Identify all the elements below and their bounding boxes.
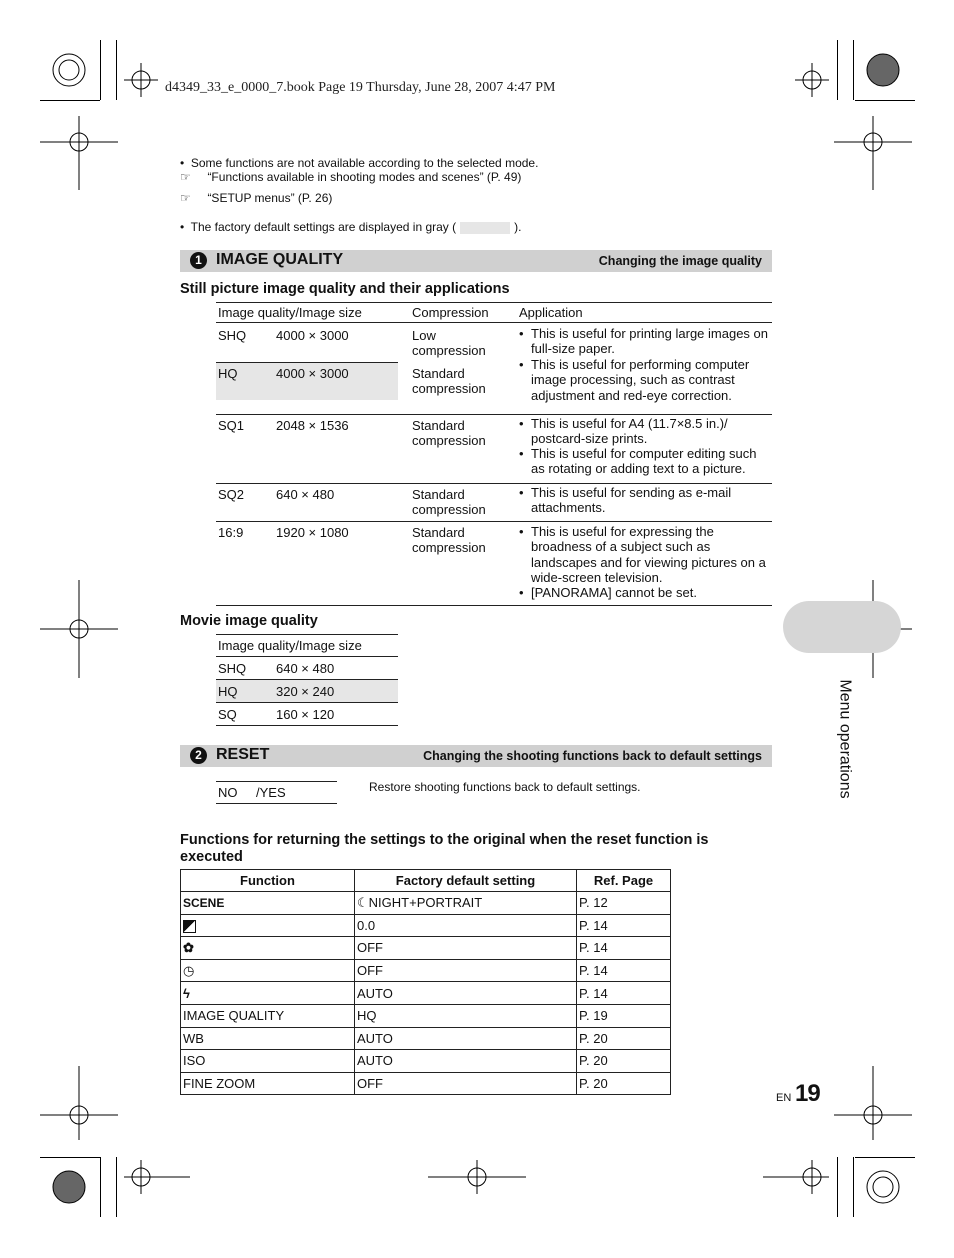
ref-cell: P. 19 xyxy=(577,1004,671,1027)
print-header: d4349_33_e_0000_7.book Page 19 Thursday, June 28, 2007 4:47 PM xyxy=(165,80,556,95)
functions-table xyxy=(180,869,671,1095)
header-ref: Ref. Page xyxy=(577,870,671,892)
table-row xyxy=(181,1027,671,1050)
section-subtitle: Changing the image quality xyxy=(598,254,762,268)
function-cell: FINE ZOOM xyxy=(181,1072,355,1095)
note-text: ). xyxy=(514,220,522,234)
self-timer-icon: ◷ xyxy=(183,962,195,978)
note-text: “Functions available in shooting modes and scenes” (P. 49) xyxy=(207,170,522,184)
default-cell: OFF xyxy=(355,959,577,982)
note-line: • The factory default settings are displayed in gray ( ). xyxy=(180,220,522,234)
size-cell: 2048 × 1536 xyxy=(276,418,349,433)
compression-cell: Low compression xyxy=(412,328,486,358)
note-text: The factory default settings are displayed in gray ( xyxy=(190,220,457,234)
ref-cell: P. 12 xyxy=(577,892,671,915)
compression-cell: Standard compression xyxy=(412,418,486,448)
function-cell: ISO xyxy=(181,1050,355,1073)
section-bar-image-quality xyxy=(180,250,772,272)
size-cell: 640 × 480 xyxy=(276,487,335,502)
functions-heading: Functions for returning the settings to the original when the reset function is executed xyxy=(180,832,709,865)
night-portrait-icon: ☾ xyxy=(357,894,369,910)
header-compression: Compression xyxy=(412,305,489,320)
table-row xyxy=(181,914,671,937)
reference-hand-icon: ☞ xyxy=(180,191,191,205)
ref-cell: P. 14 xyxy=(577,914,671,937)
size-cell: 640 × 480 xyxy=(276,661,335,676)
default-cell: NIGHT+PORTRAIT xyxy=(368,894,483,910)
function-cell: IMAGE QUALITY xyxy=(181,1004,355,1027)
gray-swatch xyxy=(460,222,510,234)
note-text: Some functions are not available according to the selected mode. xyxy=(190,156,539,170)
quality-cell: HQ xyxy=(218,684,238,699)
ref-cell: P. 14 xyxy=(577,937,671,960)
reference-hand-icon: ☞ xyxy=(180,170,191,184)
section-subtitle: Changing the shooting functions back to default settings xyxy=(423,749,762,763)
header-default: Factory default setting xyxy=(355,870,577,892)
compression-cell: Standard compression xyxy=(412,487,486,517)
still-heading: Still picture image quality and their applications xyxy=(180,281,510,297)
note-line: • Some functions are not available according to the selected mode. xyxy=(180,156,539,170)
quality-cell: SQ1 xyxy=(218,418,245,433)
section-title: RESET xyxy=(216,746,270,763)
section-bar-reset xyxy=(180,745,772,767)
language-code: EN xyxy=(776,1092,792,1104)
header-quality: Image quality/Image size xyxy=(218,305,362,320)
section-number: 2 xyxy=(190,747,207,764)
default-cell: OFF xyxy=(355,1072,577,1095)
scene-label: SCENE xyxy=(183,895,225,910)
macro-icon: ✿ xyxy=(183,939,194,955)
ref-cell: P. 20 xyxy=(577,1072,671,1095)
chapter-tab xyxy=(783,601,901,653)
compression-cell: Standard compression xyxy=(412,366,486,396)
quality-cell: SHQ xyxy=(218,328,247,343)
table-row xyxy=(181,937,671,960)
function-cell: WB xyxy=(181,1027,355,1050)
ref-cell: P. 14 xyxy=(577,959,671,982)
table-row xyxy=(181,1050,671,1073)
chapter-label: Menu operations xyxy=(836,679,854,799)
movie-heading: Movie image quality xyxy=(180,613,318,629)
quality-cell: 16:9 xyxy=(218,525,244,540)
size-cell: 160 × 120 xyxy=(276,707,335,722)
table-row xyxy=(181,982,671,1005)
ref-cell: P. 14 xyxy=(577,982,671,1005)
table-row xyxy=(181,959,671,982)
ref-cell: P. 20 xyxy=(577,1027,671,1050)
default-cell: OFF xyxy=(355,937,577,960)
quality-cell: SQ xyxy=(218,707,237,722)
note-line xyxy=(180,170,521,184)
note-text: “SETUP menus” (P. 26) xyxy=(207,191,333,205)
movie-header: Image quality/Image size xyxy=(218,638,362,653)
option-yes: /YES xyxy=(256,785,286,800)
section-number: 1 xyxy=(190,252,207,269)
page-number: 19 xyxy=(795,1080,820,1107)
size-cell: 4000 × 3000 xyxy=(276,328,349,343)
option-no: NO xyxy=(218,785,238,800)
size-cell: 1920 × 1080 xyxy=(276,525,349,540)
size-cell: 4000 × 3000 xyxy=(276,366,349,381)
ref-cell: P. 20 xyxy=(577,1050,671,1073)
section-title: IMAGE QUALITY xyxy=(216,251,344,268)
default-cell: AUTO xyxy=(355,1027,577,1050)
default-cell: AUTO xyxy=(355,982,577,1005)
table-row xyxy=(181,1004,671,1027)
table-row xyxy=(181,892,671,915)
default-cell: 0.0 xyxy=(355,914,577,937)
header-application: Application xyxy=(519,305,583,320)
header-function: Function xyxy=(181,870,355,892)
flash-icon: ϟ xyxy=(183,985,190,1001)
compression-cell: Standard compression xyxy=(412,525,486,555)
default-cell: HQ xyxy=(355,1004,577,1027)
quality-cell: SQ2 xyxy=(218,487,245,502)
quality-cell: SHQ xyxy=(218,661,247,676)
exposure-compensation-icon xyxy=(183,920,196,933)
size-cell: 320 × 240 xyxy=(276,684,335,699)
default-cell: AUTO xyxy=(355,1050,577,1073)
reset-description: Restore shooting functions back to default settings. xyxy=(369,780,641,794)
table-row xyxy=(181,1072,671,1095)
note-line xyxy=(180,191,332,205)
quality-cell: HQ xyxy=(218,366,238,381)
